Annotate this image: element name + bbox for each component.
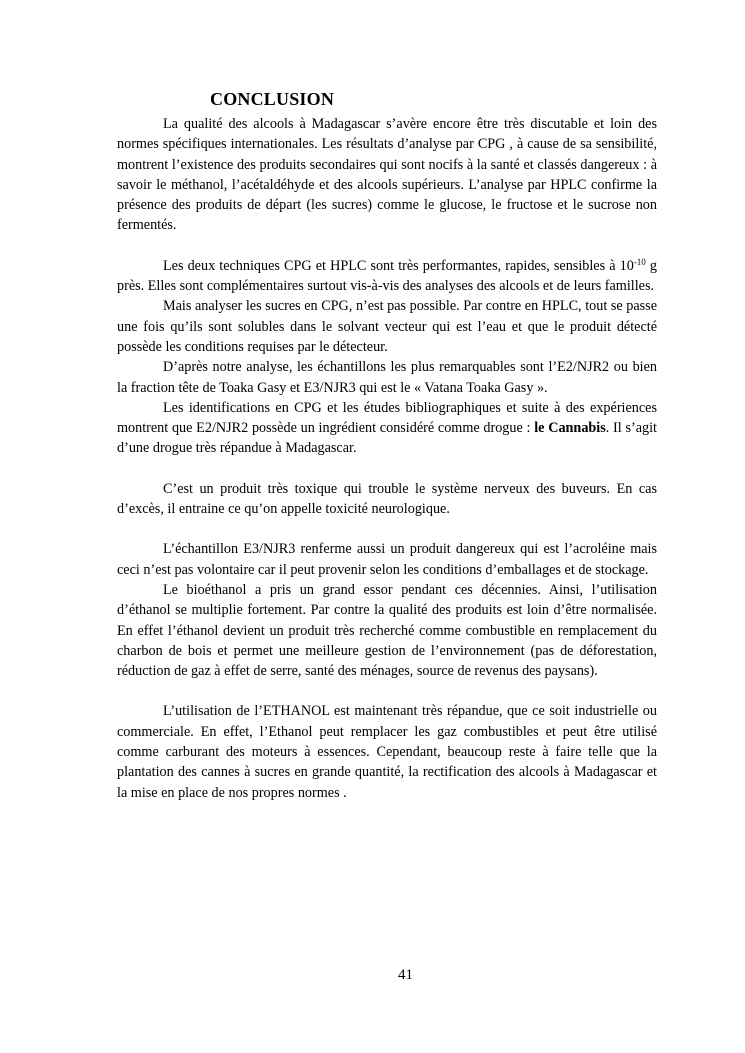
paragraph-gap bbox=[117, 459, 657, 479]
paragraph-identifications-text: Les identifications en CPG et les études bibliographiques et suite à des expériences montrent que E2/NJR2 possède un ingrédient considéré comme drogue : bbox=[117, 399, 657, 437]
paragraph-gap bbox=[117, 519, 657, 539]
document-body bbox=[117, 114, 657, 803]
paragraph-ethanol-usage: L’utilisation de l’ETHANOL est maintenant très répandue, que ce soit industrielle ou commerciale. En effet, l’Ethanol peut remplacer les gaz combustibles et peut être utilisé comme carburant des moteurs à essences. Cependant, beaucoup reste à faire telle que la plantation des cannes à sucres en grande quantité, la rectification des alcools à Madagascar et la mise en place de nos propres normes . bbox=[117, 703, 657, 801]
paragraph-gap bbox=[117, 681, 657, 701]
paragraph-samples: D’après notre analyse, les échantillons les plus remarquables sont l’E2/NJR2 ou bien la fraction tête de Toaka Gasy et E3/NJR3 qui est le « Vatana Toaka Gasy ». bbox=[117, 359, 657, 396]
paragraph-identifications bbox=[117, 398, 657, 459]
paragraph-identifications-text-end: . Il s’agit d’une drogue très répandue à Madagascar. bbox=[117, 420, 657, 457]
paragraph-techniques bbox=[117, 256, 657, 297]
paragraph-gap bbox=[117, 236, 657, 256]
page-title: CONCLUSION bbox=[210, 89, 335, 109]
paragraph-techniques-text-end: g près. Elles sont complémentaires surtout vis-à-vis des analyses des alcools et de leurs familles. bbox=[117, 257, 658, 295]
paragraph-quality: La qualité des alcools à Madagascar s’avère encore être très discutable et loin des normes spécifiques internationales. Les résultats d’analyse par CPG , à cause de sa sensibilité, montrent l’existence des produits secondaires qui sont nocifs à la santé et classés dangereux : à savoir le méthanol, l’acétaldéhyde et des alcools supérieurs. L’analyse par HPLC confirme la présence des produits de départ (les sucres) comme le glucose, le fructose et le sucrose non fermentés. bbox=[117, 116, 657, 234]
page-number: 41 bbox=[398, 967, 413, 983]
paragraph-techniques-text: Les deux techniques CPG et HPLC sont très performantes, rapides, sensibles à 10 bbox=[163, 257, 634, 274]
paragraph-toxicity: C’est un produit très toxique qui trouble le système nerveux des buveurs. En cas d’excès, il entraine ce qu’on appelle toxicité neurologique. bbox=[117, 480, 657, 518]
paragraph-sugars: Mais analyser les sucres en CPG, n’est pas possible. Par contre en HPLC, tout se passe une fois qu’ils sont solubles dans le solvant vecteur qui est l’eau et que le produit détecté possède les conditions requises par le détecteur. bbox=[117, 298, 657, 355]
bold-cannabis: le Cannabis bbox=[534, 420, 606, 437]
exponent: -10 bbox=[633, 256, 646, 267]
paragraph-acrolein: L’échantillon E3/NJR3 renferme aussi un produit dangereux qui est l’acroléine mais ceci n’est pas volontaire car il peut provenir selon les conditions d’emballages et de stockage. bbox=[117, 541, 657, 578]
paragraph-bioethanol: Le bioéthanol a pris un grand essor pendant ces décennies. Ainsi, l’utilisation d’éthanol se multiplie fortement. Par contre la qualité des produits est loin d’être normalisée. En effet l’éthanol devient un produit très recherché comme combustible en remplacement du charbon de bois et permet une meilleure gestion de l’environnement (pas de déforestation, réduction de gaz à effet de serre, santé des ménages, source de revenus des paysans). bbox=[117, 581, 657, 680]
